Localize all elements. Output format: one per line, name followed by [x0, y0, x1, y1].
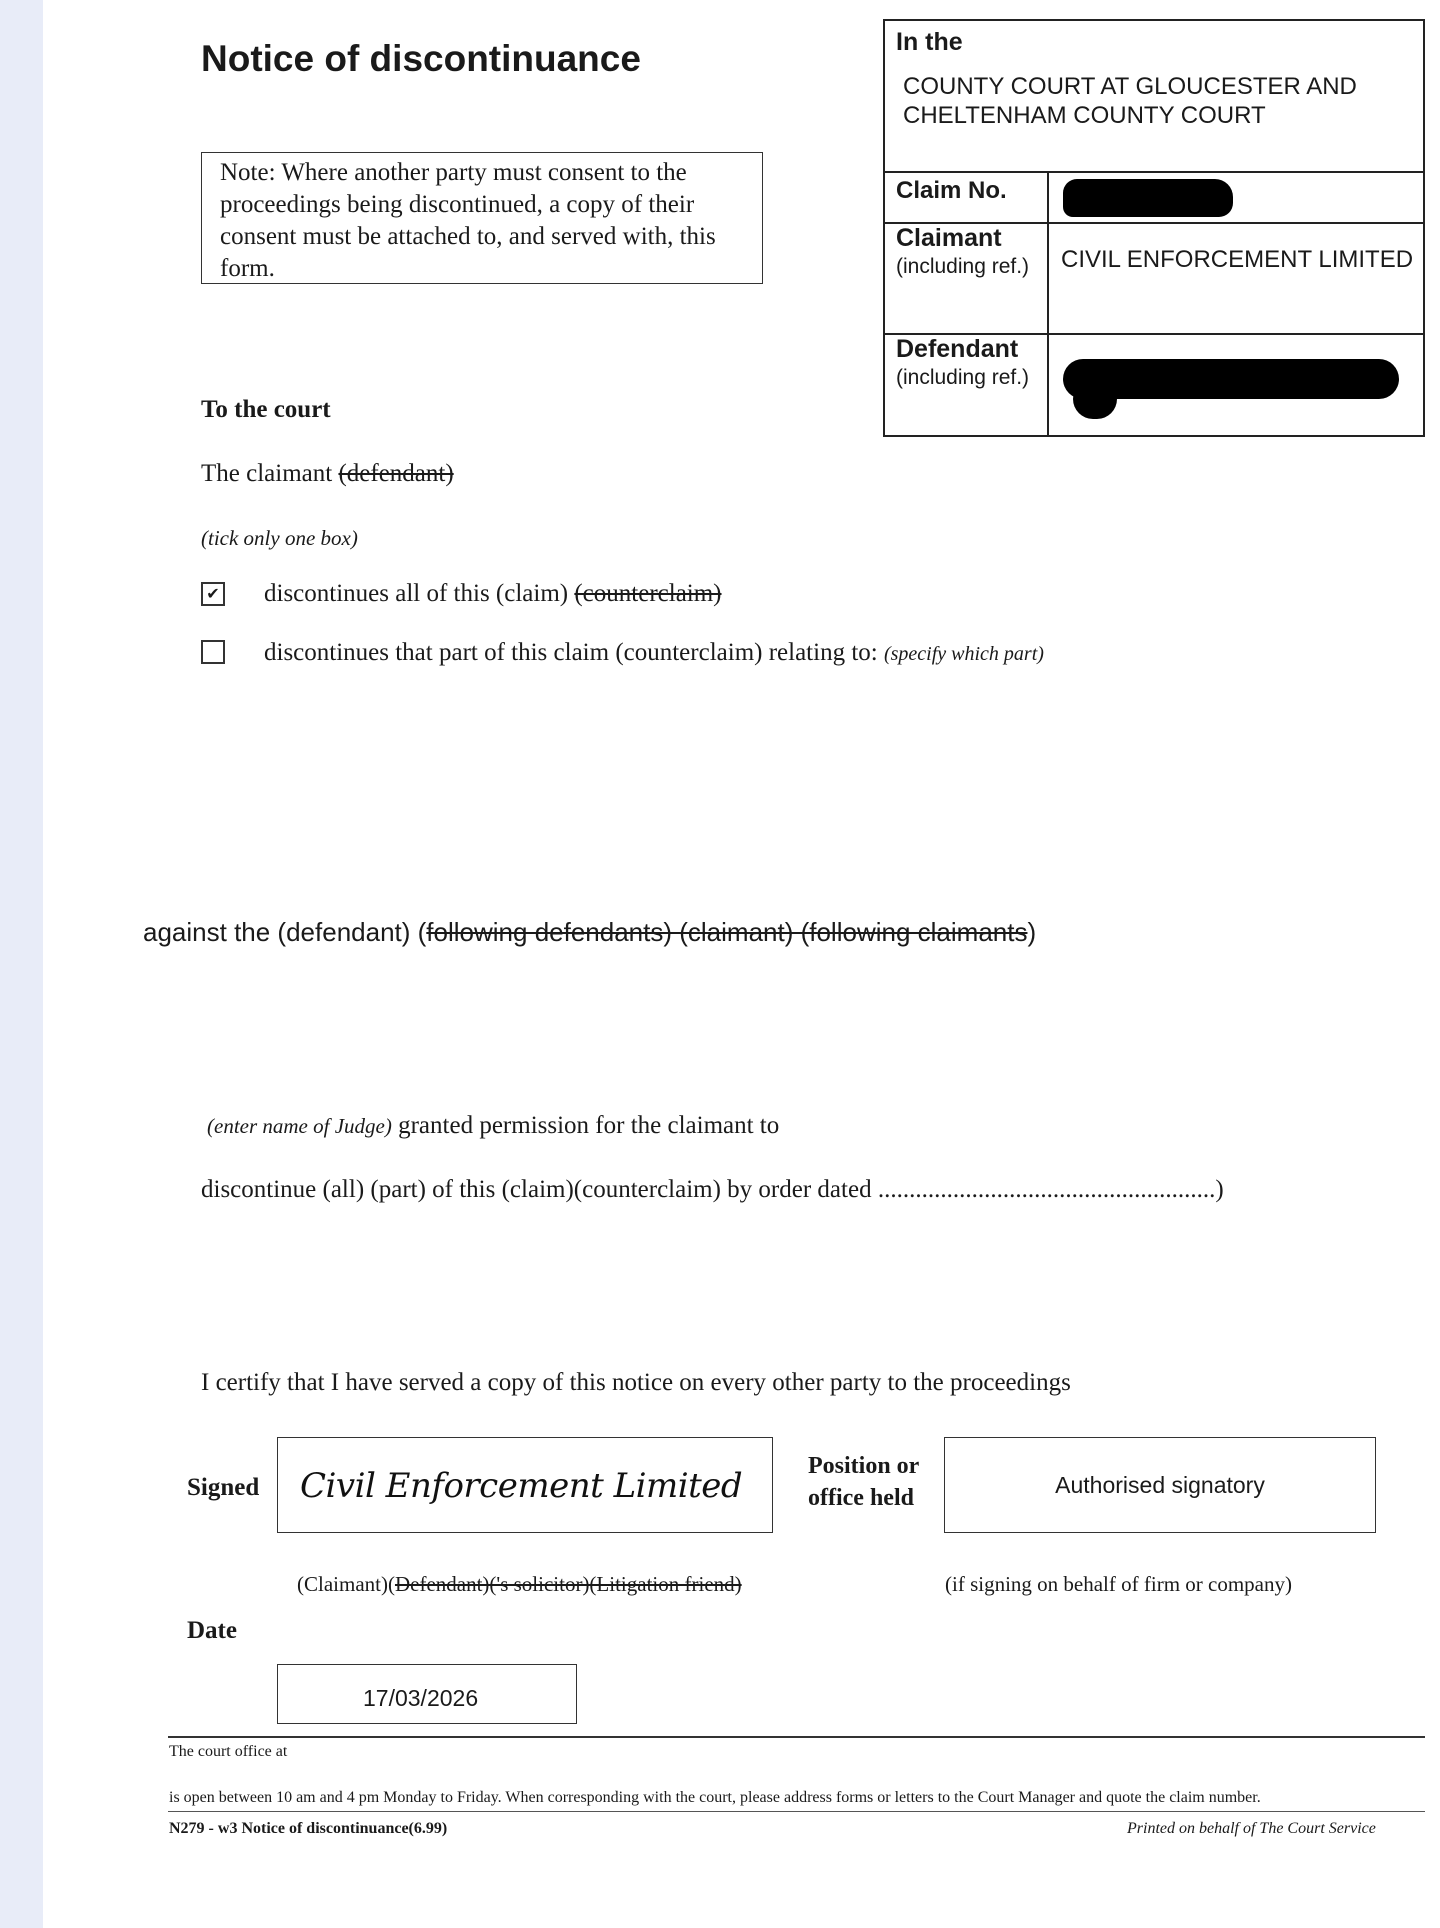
printed-by-note: Printed on behalf of The Court Service	[1127, 1820, 1376, 1837]
judge-permission-line	[207, 1112, 779, 1140]
against-suffix: )	[1027, 917, 1037, 947]
position-value: Authorised signatory	[1055, 1471, 1265, 1498]
claim-number-label: Claim No.	[896, 177, 1007, 204]
role-struck: Defendant)('s solicitor)(Litigation friend)	[394, 1572, 742, 1596]
order-date-dots: ......................................................	[877, 1176, 1216, 1203]
against-struck: following defendants) (claimant) (following claimants	[426, 917, 1028, 947]
role-prefix: (Claimant)(	[297, 1572, 395, 1596]
claimant-struck: (defendant)	[338, 460, 454, 487]
order-dated-line	[201, 1176, 1224, 1204]
signer-role-line	[297, 1572, 742, 1597]
against-statement	[143, 917, 1036, 948]
consent-note: Note: Where another party must consent to the proceedings being discontinued, a copy of their consent must be attached to, and served with, this form.	[201, 152, 763, 284]
claimant-name: CIVIL ENFORCEMENT LIMITED	[1061, 246, 1414, 273]
discontinue-all-checkbox[interactable]: ✔	[201, 582, 225, 606]
form-code	[169, 1820, 447, 1838]
option1-prefix: discontinues all of this (claim)	[264, 580, 569, 607]
footer-divider-top	[168, 1736, 1425, 1738]
defendant-label: Defendant	[896, 335, 1019, 363]
court-office-label: The court office at	[169, 1743, 288, 1760]
order-date-close: )	[1215, 1176, 1224, 1203]
to-the-court-heading: To the court	[201, 396, 331, 423]
judge-hint: (enter name of Judge)	[207, 1114, 392, 1138]
signature-field[interactable]	[277, 1437, 773, 1533]
option2-text: discontinues that part of this claim (counterclaim) relating to:	[264, 639, 878, 666]
opening-hours-note: is open between 10 am and 4 pm Monday to Friday. When corresponding with the court, please address forms or letters to the Court Manager and quote the claim number.	[169, 1789, 1261, 1806]
position-label	[808, 1450, 919, 1514]
option1-struck: (counterclaim)	[574, 580, 722, 607]
discontinue-part-checkbox[interactable]	[201, 640, 225, 664]
tick-instruction: (tick only one box)	[201, 526, 358, 550]
date-field[interactable]	[277, 1664, 577, 1724]
claimant-label: Claimant	[896, 224, 1002, 252]
form-code-text: N279 - w3 Notice of discontinuance(6.99)	[169, 1820, 448, 1837]
claimant-prefix: The claimant	[201, 460, 333, 487]
court-name: COUNTY COURT AT GLOUCESTER AND CHELTENHAM COUNTY COURT	[903, 73, 1357, 129]
discontinue-text: discontinue (all) (part) of this (claim)(counterclaim) by order dated	[201, 1176, 872, 1203]
against-prefix: against the (defendant) (	[143, 917, 427, 947]
form-title: Notice of discontinuance	[201, 38, 641, 79]
discontinue-all-label	[264, 580, 722, 608]
claimant-ref-label: (including ref.)	[896, 255, 1030, 278]
position-label-line1: Position or	[808, 1453, 920, 1479]
discontinue-part-label	[264, 639, 1044, 667]
defendant-redaction-tail	[1073, 379, 1117, 419]
court-header-table	[883, 19, 1425, 437]
date-value: 17/03/2026	[363, 1685, 479, 1711]
footer-divider-bottom	[168, 1811, 1425, 1812]
in-the-label: In the	[896, 28, 963, 56]
option2-hint: (specify which part)	[883, 643, 1044, 665]
certification-statement: I certify that I have served a copy of this notice on every other party to the proceedings	[201, 1369, 1071, 1396]
position-label-line2: office held	[808, 1485, 914, 1511]
position-field[interactable]	[944, 1437, 1376, 1533]
handwritten-signature: Civil Enforcement Limited	[300, 1466, 743, 1506]
firm-signing-note: (if signing on behalf of firm or company)	[945, 1572, 1292, 1596]
side-strip	[0, 0, 43, 1928]
claimant-statement	[201, 460, 454, 488]
judge-text: granted permission for the claimant to	[398, 1112, 780, 1139]
date-label: Date	[187, 1617, 237, 1644]
claim-number-redaction	[1063, 179, 1233, 217]
defendant-ref-label: (including ref.)	[896, 366, 1030, 389]
signed-label: Signed	[187, 1474, 260, 1501]
